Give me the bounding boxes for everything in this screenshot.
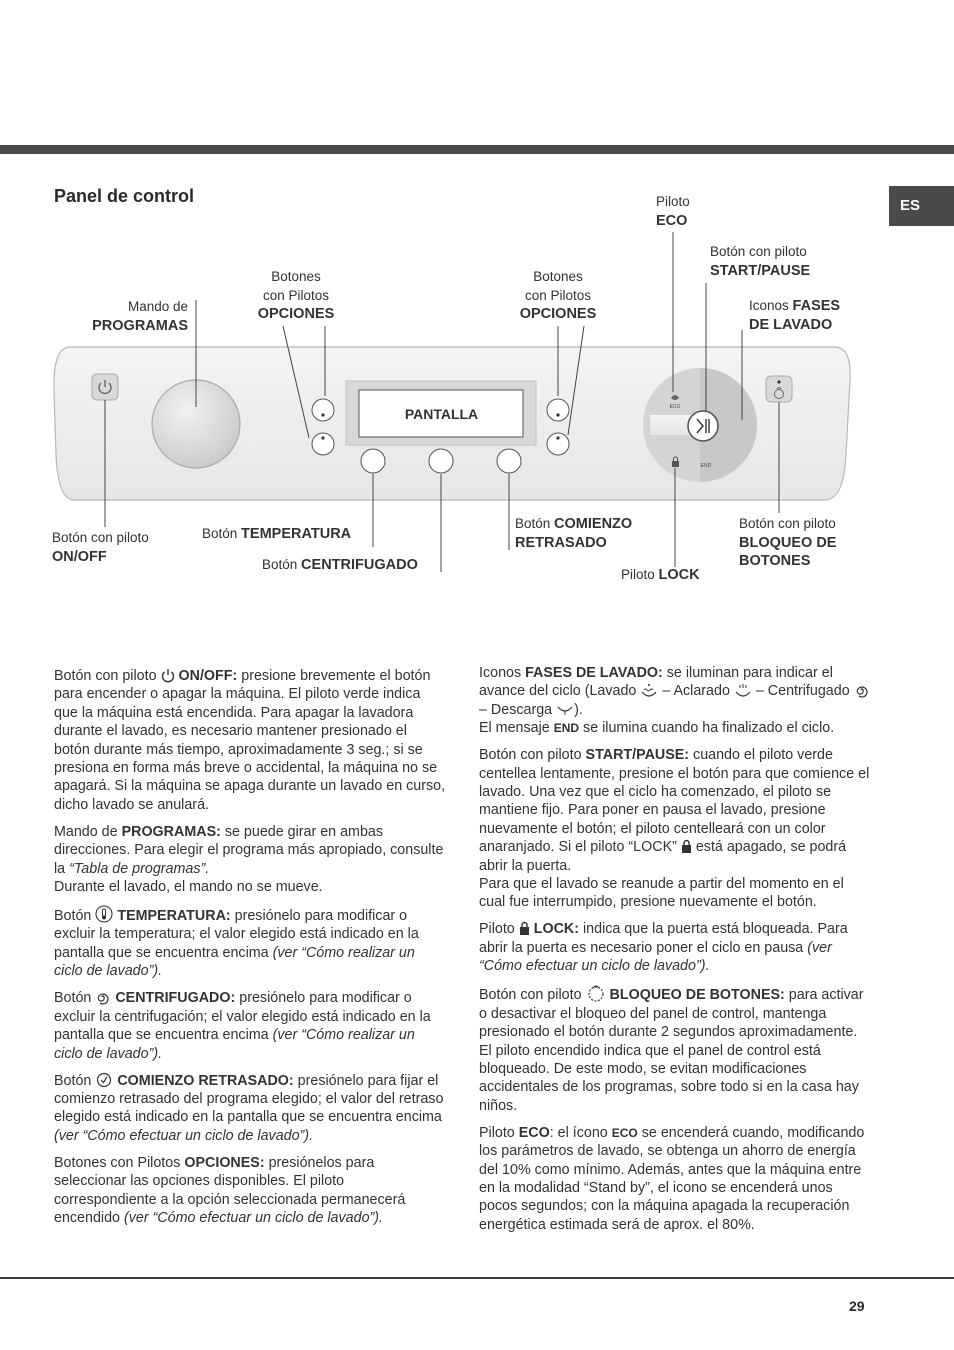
para-eco: Piloto ECO: el ícono ECO se encenderá cuando, modificando los parámetros de lavado, se obtenga un ahorro de energía del 10% como mínimo. Además, antes que la máquina entre en la modalidad “Stand by”, el icono se encenderá unos pocos segundos; con la máquina apagada la recuperación energética estimada será de aprox. el 80%. xyxy=(479,1124,865,1233)
option-button-left-2 xyxy=(312,433,334,455)
left-text-column xyxy=(54,667,446,1236)
para-lock: Piloto LOCK: indica que la puerta está bloqueada. Para abrir la puerta es necesario poner el ciclo en pausa (ver “Cómo efectuar un ciclo de lavado”). xyxy=(479,921,848,975)
wash-icon xyxy=(640,682,658,698)
end-icon-text: END xyxy=(700,463,712,469)
child-lock-icon xyxy=(586,984,606,1002)
power-icon xyxy=(161,667,175,683)
label-start-pause: Botón con piloto START/PAUSE xyxy=(710,244,811,279)
para-phases: Iconos FASES DE LAVADO: se iluminan para indicar el avance del ciclo (Lavado – Aclarado – Centrifugado – Descarga ). El mensaje END se ilumina cuando ha finalizado el ciclo. xyxy=(479,664,871,738)
label-key-lock: Botón con piloto BLOQUEO DE BOTONES xyxy=(739,516,837,569)
para-temperature: Botón TEMPERATURA: presiónelo para modificar o excluir la temperatura; el valor elegido está indicado en la pantalla que se encuentra encima (ver “Cómo realizar un ciclo de lavado”). xyxy=(54,905,446,981)
label-delay: Botón COMIENZO RETRASADO xyxy=(515,516,633,551)
drain-icon xyxy=(556,701,574,717)
label-spin: Botón CENTRIFUGADO xyxy=(262,557,418,573)
label-temperature: Botón TEMPERATURA xyxy=(202,526,352,542)
label-eco: Piloto ECO xyxy=(656,194,690,229)
option-button-right-2 xyxy=(547,433,569,455)
option-button-right-1 xyxy=(547,399,569,421)
label-options-left: Botones con Pilotos OPCIONES xyxy=(257,269,335,322)
right-text-column xyxy=(479,664,871,1243)
bottom-rule xyxy=(0,1277,954,1279)
delay-button xyxy=(497,449,521,473)
para-options: Botones con Pilotos OPCIONES: presiónelos para seleccionar las opciones disponibles. El piloto correspondiente a la opción seleccionada permanecerá encendido (ver “Cómo efectuar un ciclo de lavado”). xyxy=(54,1154,406,1226)
para-start-pause: Botón con piloto START/PAUSE: cuando el piloto verde centellea lentamente, presione el botón para que comience el lavado. Una vez que el ciclo ha comenzado, el piloto se mantiene fijo. Para poner en pausa el lavado, presione nuevamente el botón; el piloto centelleará con un color anaranjado. Si el piloto “LOCK” está apagado, se podrá abrir la puerta. Para que el lavado se reanude a partir del momento en el cual fue interrumpido, presione nuevamente el botón. xyxy=(479,747,870,911)
label-lock: Piloto LOCK xyxy=(621,567,700,583)
delay-timer-icon xyxy=(95,1072,113,1088)
label-phases: Iconos FASES DE LAVADO xyxy=(749,298,841,333)
spin-icon xyxy=(95,989,111,1005)
section-title: Panel de control xyxy=(54,186,195,206)
para-on-off: Botón con piloto ON/OFF: presione brevemente el botón para encender o apagar la máquina. El piloto verde indica que la máquina está encendida. Para apagar la lavadora durante el lavado, es necesario mantener presionado el botón durante más tiempo, aproximadamente 3 seg.; si se presiona en forma más breve o accidental, la máquina no se apagará. Si la máquina se apaga durante un lavado en curso, dicho lavado se anulará. xyxy=(54,668,446,813)
page-number: 29 xyxy=(849,1298,865,1314)
rinse-icon xyxy=(734,682,752,698)
temperature-button xyxy=(361,449,385,473)
label-options-right: Botones con Pilotos OPCIONES xyxy=(519,269,597,322)
label-on-off: Botón con piloto ON/OFF xyxy=(52,530,149,565)
thermometer-icon xyxy=(95,905,113,923)
para-spin: Botón CENTRIFUGADO: presiónelo para modificar o excluir la centrifugación; el valor elegido está indicado en la pantalla que se encuentra encima (ver “Cómo realizar un ciclo de lavado”). xyxy=(54,990,431,1062)
spin-icon xyxy=(854,682,870,698)
end-word: END xyxy=(553,721,580,736)
option-button-left-1 xyxy=(312,399,334,421)
para-delay: Botón COMIENZO RETRASADO: presiónelo para fijar el comienzo retrasado del programa elegido; el valor del retraso elegido está indicado en la pantalla que se encuentra encima (ver “Cómo efectuar un ciclo de lavado”). xyxy=(54,1072,444,1144)
lock-icon xyxy=(681,839,692,854)
language-tab: ES xyxy=(889,186,954,226)
para-key-lock: Botón con piloto BLOQUEO DE BOTONES: para activar o desactivar el bloqueo del panel de control, mantenga presionado el botón durante 2 segundos aproximadamente. El piloto encendido indica que el panel de control está bloqueado. De este modo, se evitan modificaciones accidentales de los programas, sobre todo si en la casa hay niños. xyxy=(479,984,871,1115)
spin-button xyxy=(429,449,453,473)
label-program-knob: Mando de PROGRAMAS xyxy=(92,299,188,334)
display-label: PANTALLA xyxy=(404,406,479,422)
lock-icon xyxy=(519,921,530,936)
eco-word: ECO xyxy=(611,1125,638,1140)
eco-icon-text: ECO xyxy=(669,404,681,410)
para-programs: Mando de PROGRAMAS: se puede girar en ambas direcciones. Para elegir el programa más apropiado, consulte la “Tabla de programas”. Durante el lavado, el mando no se mueve. xyxy=(54,823,444,896)
